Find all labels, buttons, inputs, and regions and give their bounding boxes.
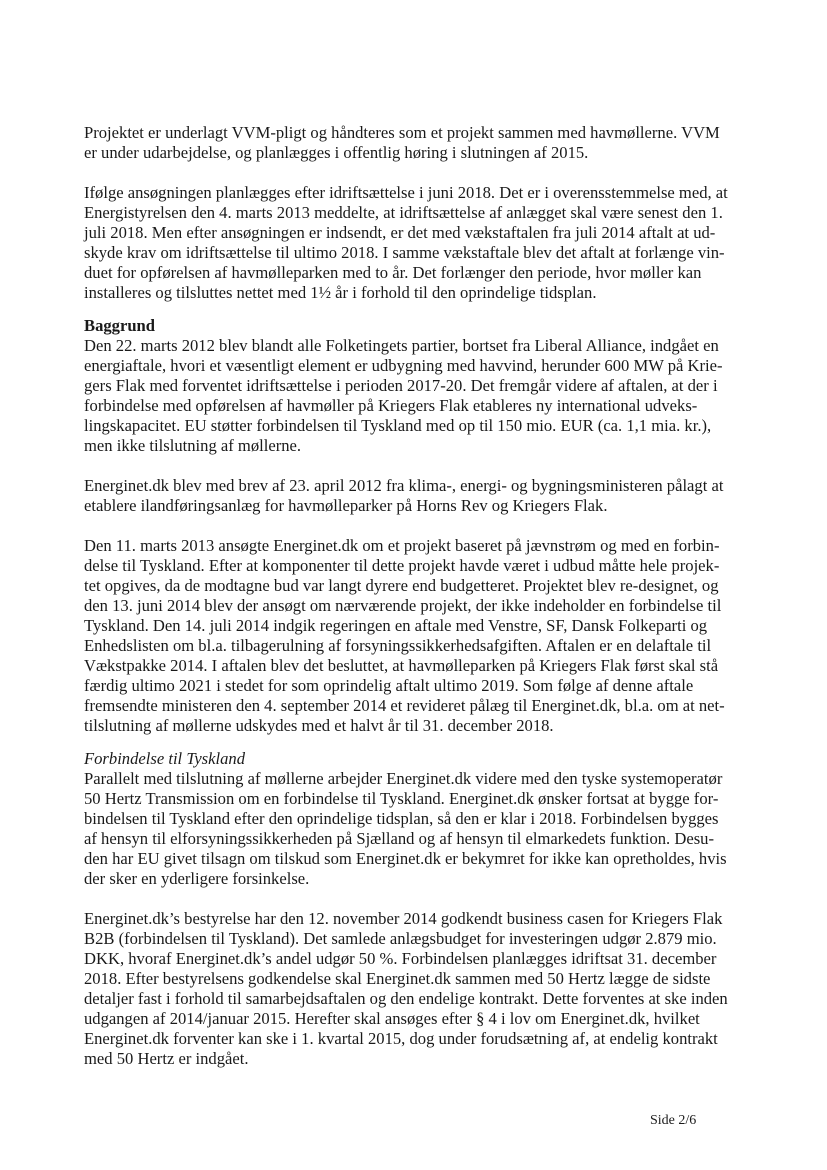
- text-line: duet for opførelsen af havmølleparken med to år. Det forlænger den periode, hvor møller kan: [84, 263, 702, 282]
- text-line: den har EU givet tilsagn om tilskud som Energinet.dk er bekymret for ikke kan opretholdes, hvis: [84, 849, 727, 868]
- text-line: Projektet er underlagt VVM-pligt og håndteres som et projekt sammen med havmøllerne. VVM: [84, 123, 720, 142]
- text-line: skyde krav om idriftsættelse til ultimo 2018. I samme vækstaftale blev det aftalt at forlænge vin-: [84, 243, 725, 262]
- text-line: færdig ultimo 2021 i stedet for som oprindelig aftalt ultimo 2019. Som følge af denne aftale: [84, 676, 694, 695]
- text-line: etablere ilandføringsanlæg for havmølleparker på Horns Rev og Kriegers Flak.: [84, 496, 608, 515]
- section-heading-forbindelse: Forbindelse til Tyskland: [84, 749, 246, 768]
- text-line: installeres og tilsluttes nettet med 1½ år i forhold til den oprindelige tidsplan.: [84, 283, 597, 302]
- text-line: tilslutning af møllerne udskydes med et halvt år til 31. december 2018.: [84, 716, 554, 735]
- text-line: Ifølge ansøgningen planlægges efter idriftsættelse i juni 2018. Det er i overensstemmelse med, at: [84, 183, 728, 202]
- text-line: Tyskland. Den 14. juli 2014 indgik regeringen en aftale med Venstre, SF, Dansk Folkeparti og: [84, 616, 708, 635]
- text-line: DKK, hvoraf Energinet.dk’s andel udgør 50 %. Forbindelsen planlægges idriftsat 31. december: [84, 949, 717, 968]
- text-line: 50 Hertz Transmission om en forbindelse til Tyskland. Energinet.dk ønsker fortsat at bygge for-: [84, 789, 719, 808]
- text-line: Energistyrelsen den 4. marts 2013 meddelte, at idriftsættelse af anlægget skal være senest den 1.: [84, 203, 723, 222]
- text-line: fremsendte ministeren den 4. september 2014 et revideret pålæg til Energinet.dk, bl.a. om at net-: [84, 696, 725, 715]
- text-line: tet opgives, da de modtagne bud var langt dyrere end budgetteret. Projektet blev re-designet, og: [84, 576, 719, 595]
- text-line: Den 11. marts 2013 ansøgte Energinet.dk om et projekt baseret på jævnstrøm og med en forbin-: [84, 536, 720, 555]
- text-line: der sker en yderligere forsinkelse.: [84, 869, 310, 888]
- text-line: Energinet.dk forventer kan ske i 1. kvartal 2015, dog under forudsætning af, at endelig kontrakt: [84, 1029, 718, 1048]
- text-line: Enhedslisten om bl.a. tilbagerulning af forsyningssikkerhedsafgiften. Aftalen er en delaftale til: [84, 636, 712, 655]
- text-line: er under udarbejdelse, og planlægges i offentlig høring i slutningen af 2015.: [84, 143, 589, 162]
- text-line: 2018. Efter bestyrelsens godkendelse skal Energinet.dk sammen med 50 Hertz lægge de sidste: [84, 969, 711, 988]
- text-line: forbindelse med opførelsen af havmøller på Kriegers Flak etableres ny international udveks-: [84, 396, 698, 415]
- section-heading-baggrund: Baggrund: [84, 316, 156, 335]
- text-line: Vækstpakke 2014. I aftalen blev det besluttet, at havmølleparken på Kriegers Flak først skal stå: [84, 656, 719, 675]
- text-line: energiaftale, hvori et væsentligt element er udbygning med havvind, herunder 600 MW på Krie-: [84, 356, 723, 375]
- text-line: Energinet.dk’s bestyrelse har den 12. november 2014 godkendt business casen for Kriegers Flak: [84, 909, 723, 928]
- text-line: Den 22. marts 2012 blev blandt alle Folketingets partier, bortset fra Liberal Alliance, indgået en: [84, 336, 719, 355]
- text-line: gers Flak med forventet idriftsættelse i perioden 2017-20. Det fremgår videre af aftalen, at der i: [84, 376, 718, 395]
- text-line: men ikke tilslutning af møllerne.: [84, 436, 302, 455]
- text-line: af hensyn til elforsyningssikkerheden på Sjælland og af hensyn til elmarkedets funktion. Desu-: [84, 829, 714, 848]
- text-line: den 13. juni 2014 blev der ansøgt om nærværende projekt, der ikke indeholder en forbindelse til: [84, 596, 722, 615]
- text-line: lingskapacitet. EU støtter forbindelsen til Tyskland med op til 150 mio. EUR (ca. 1,1 mia. kr.),: [84, 416, 712, 435]
- text-line: udgangen af 2014/januar 2015. Herefter skal ansøges efter § 4 i lov om Energinet.dk, hvilket: [84, 1009, 700, 1028]
- text-line: Energinet.dk blev med brev af 23. april 2012 fra klima-, energi- og bygningsministeren pålagt at: [84, 476, 724, 495]
- text-line: Parallelt med tilslutning af møllerne arbejder Energinet.dk videre med den tyske systemoperatør: [84, 769, 723, 788]
- text-line: juli 2018. Men efter ansøgningen er indsendt, er det med vækstaftalen fra juli 2014 aftalt at ud-: [84, 223, 716, 242]
- page-number: Side 2/6: [650, 1113, 697, 1128]
- text-line: delse til Tyskland. Efter at komponenter til dette projekt havde været i udbud måtte hele projek-: [84, 556, 720, 575]
- text-line: med 50 Hertz er indgået.: [84, 1049, 249, 1068]
- text-line: detaljer fast i forhold til samarbejdsaftalen og den endelige kontrakt. Dette forventes at ske inden: [84, 989, 728, 1008]
- text-line: bindelsen til Tyskland efter den oprindelige tidsplan, så den er klar i 2018. Forbindelsen bygges: [84, 809, 719, 828]
- text-line: B2B (forbindelsen til Tyskland). Det samlede anlægsbudget for investeringen udgør 2.879 mio.: [84, 929, 717, 948]
